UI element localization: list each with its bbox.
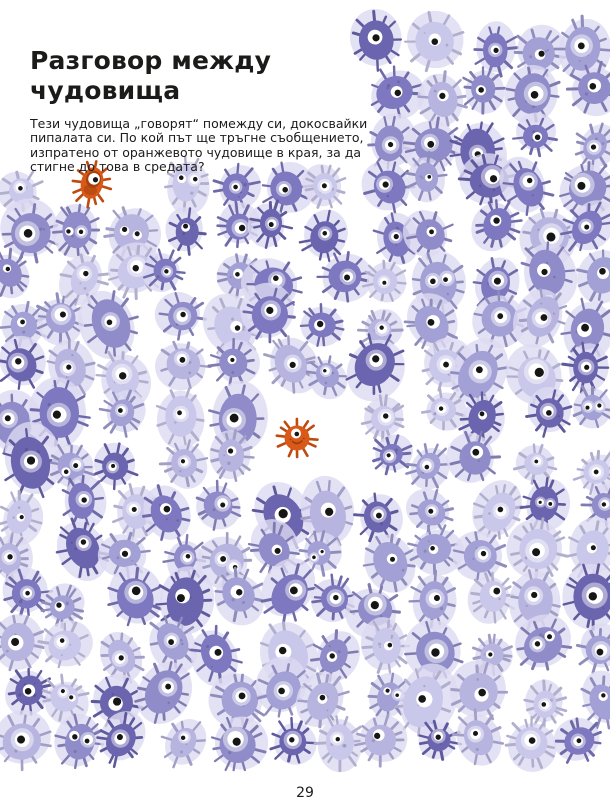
monster bbox=[413, 69, 471, 131]
monster bbox=[153, 340, 212, 392]
monster bbox=[363, 260, 407, 303]
monster bbox=[354, 713, 409, 768]
instructions-line: изпратено от оранжевото чудовище в края, за да bbox=[30, 144, 362, 160]
page-header bbox=[30, 46, 402, 175]
monster bbox=[397, 2, 472, 77]
monster bbox=[467, 573, 514, 624]
instructions-line: пипалата си. По кой път ще тръгне съобщението, bbox=[30, 130, 364, 146]
monster bbox=[575, 621, 610, 673]
monster bbox=[157, 438, 211, 493]
monster bbox=[208, 712, 272, 775]
monster bbox=[474, 21, 517, 76]
monster bbox=[35, 614, 99, 674]
monster bbox=[360, 616, 410, 675]
page-number: 29 bbox=[296, 785, 314, 801]
instructions-line: Тези чудовища „говорят“ помежду си, докосвайки bbox=[30, 116, 368, 131]
orange-monster-middle bbox=[277, 419, 318, 457]
monster bbox=[165, 207, 206, 255]
monster bbox=[52, 203, 100, 259]
monster bbox=[562, 564, 610, 630]
monster bbox=[157, 387, 205, 449]
instructions-line: стигне до това в средата? bbox=[30, 159, 205, 175]
monster bbox=[148, 283, 213, 346]
page-title: Разговор между чудовища bbox=[30, 46, 272, 105]
monster bbox=[573, 386, 610, 429]
puzzle-instructions bbox=[30, 117, 402, 175]
monster bbox=[448, 704, 511, 773]
